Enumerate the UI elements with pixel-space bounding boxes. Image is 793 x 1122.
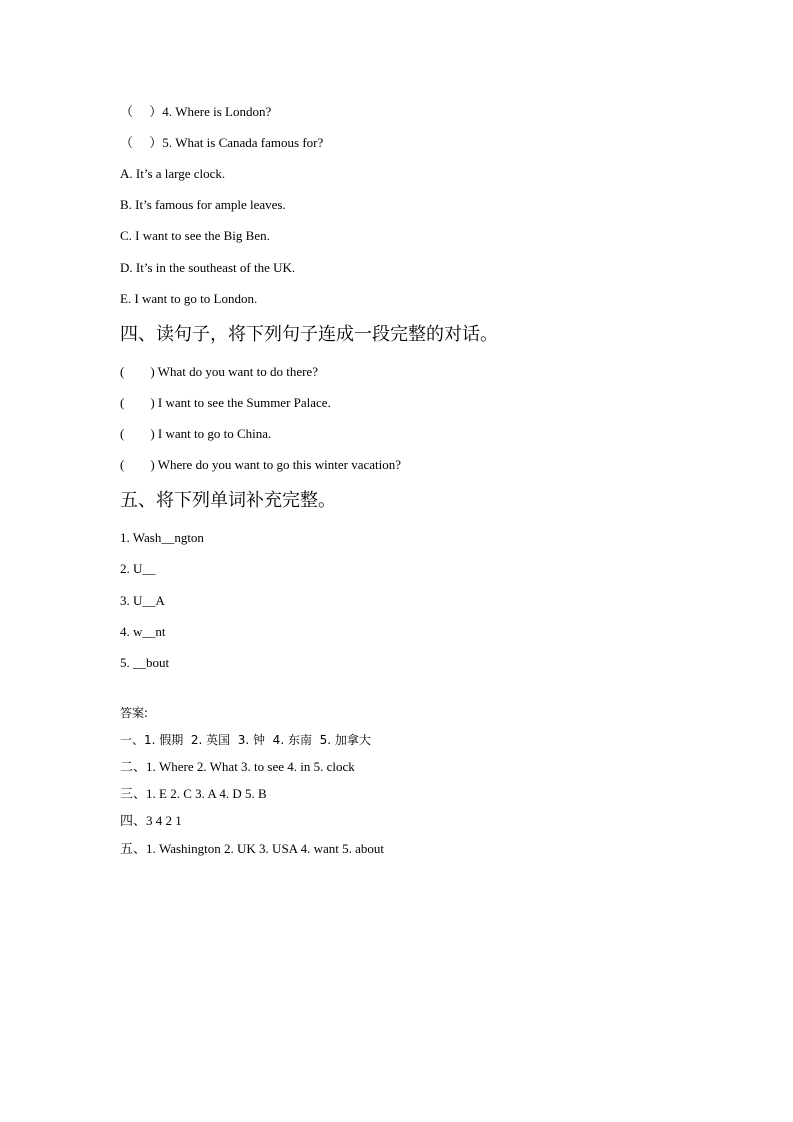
question-5: （ ）5. What is Canada famous for? xyxy=(120,135,324,150)
section4-item-1: ( ) What do you want to do there? xyxy=(120,364,318,379)
answers-label: 答案: xyxy=(120,706,149,720)
option-b: B. It’s famous for ample leaves. xyxy=(120,197,286,212)
section5-item-4: 4. w__nt xyxy=(120,624,166,639)
answer-line-3: 三、1. E 2. C 3. A 4. D 5. B xyxy=(120,786,267,801)
question-4: （ ）4. Where is London? xyxy=(120,104,272,119)
section5-heading: 五、将下列单词补充完整。 xyxy=(120,490,336,511)
answer-line-5: 五、1. Washington 2. UK 3. USA 4. want 5. about xyxy=(120,841,384,856)
section4-item-3: ( ) I want to go to China. xyxy=(120,426,272,441)
section5-item-3: 3. U__A xyxy=(120,593,165,608)
section4-item-4: ( ) Where do you want to go this winter vacation? xyxy=(120,457,401,472)
answer-line-1: 一、1. 假期 2. 英国 3. 钟 4. 东南 5. 加拿大 xyxy=(120,733,371,747)
answer-line-4: 四、3 4 2 1 xyxy=(120,813,182,828)
section5-item-5: 5. __bout xyxy=(120,655,170,670)
option-c: C. I want to see the Big Ben. xyxy=(120,228,270,243)
option-a: A. It’s a large clock. xyxy=(120,166,226,181)
section5-item-1: 1. Wash__ngton xyxy=(120,530,204,545)
section5-item-2: 2. U__ xyxy=(120,561,156,576)
option-e: E. I want to go to London. xyxy=(120,291,258,306)
answer-line-2: 二、1. Where 2. What 3. to see 4. in 5. clock xyxy=(120,759,355,774)
section4-heading: 四、读句子，将下列句子连成一段完整的对话。 xyxy=(120,324,498,345)
section4-item-2: ( ) I want to see the Summer Palace. xyxy=(120,395,331,410)
option-d: D. It’s in the southeast of the UK. xyxy=(120,260,296,275)
